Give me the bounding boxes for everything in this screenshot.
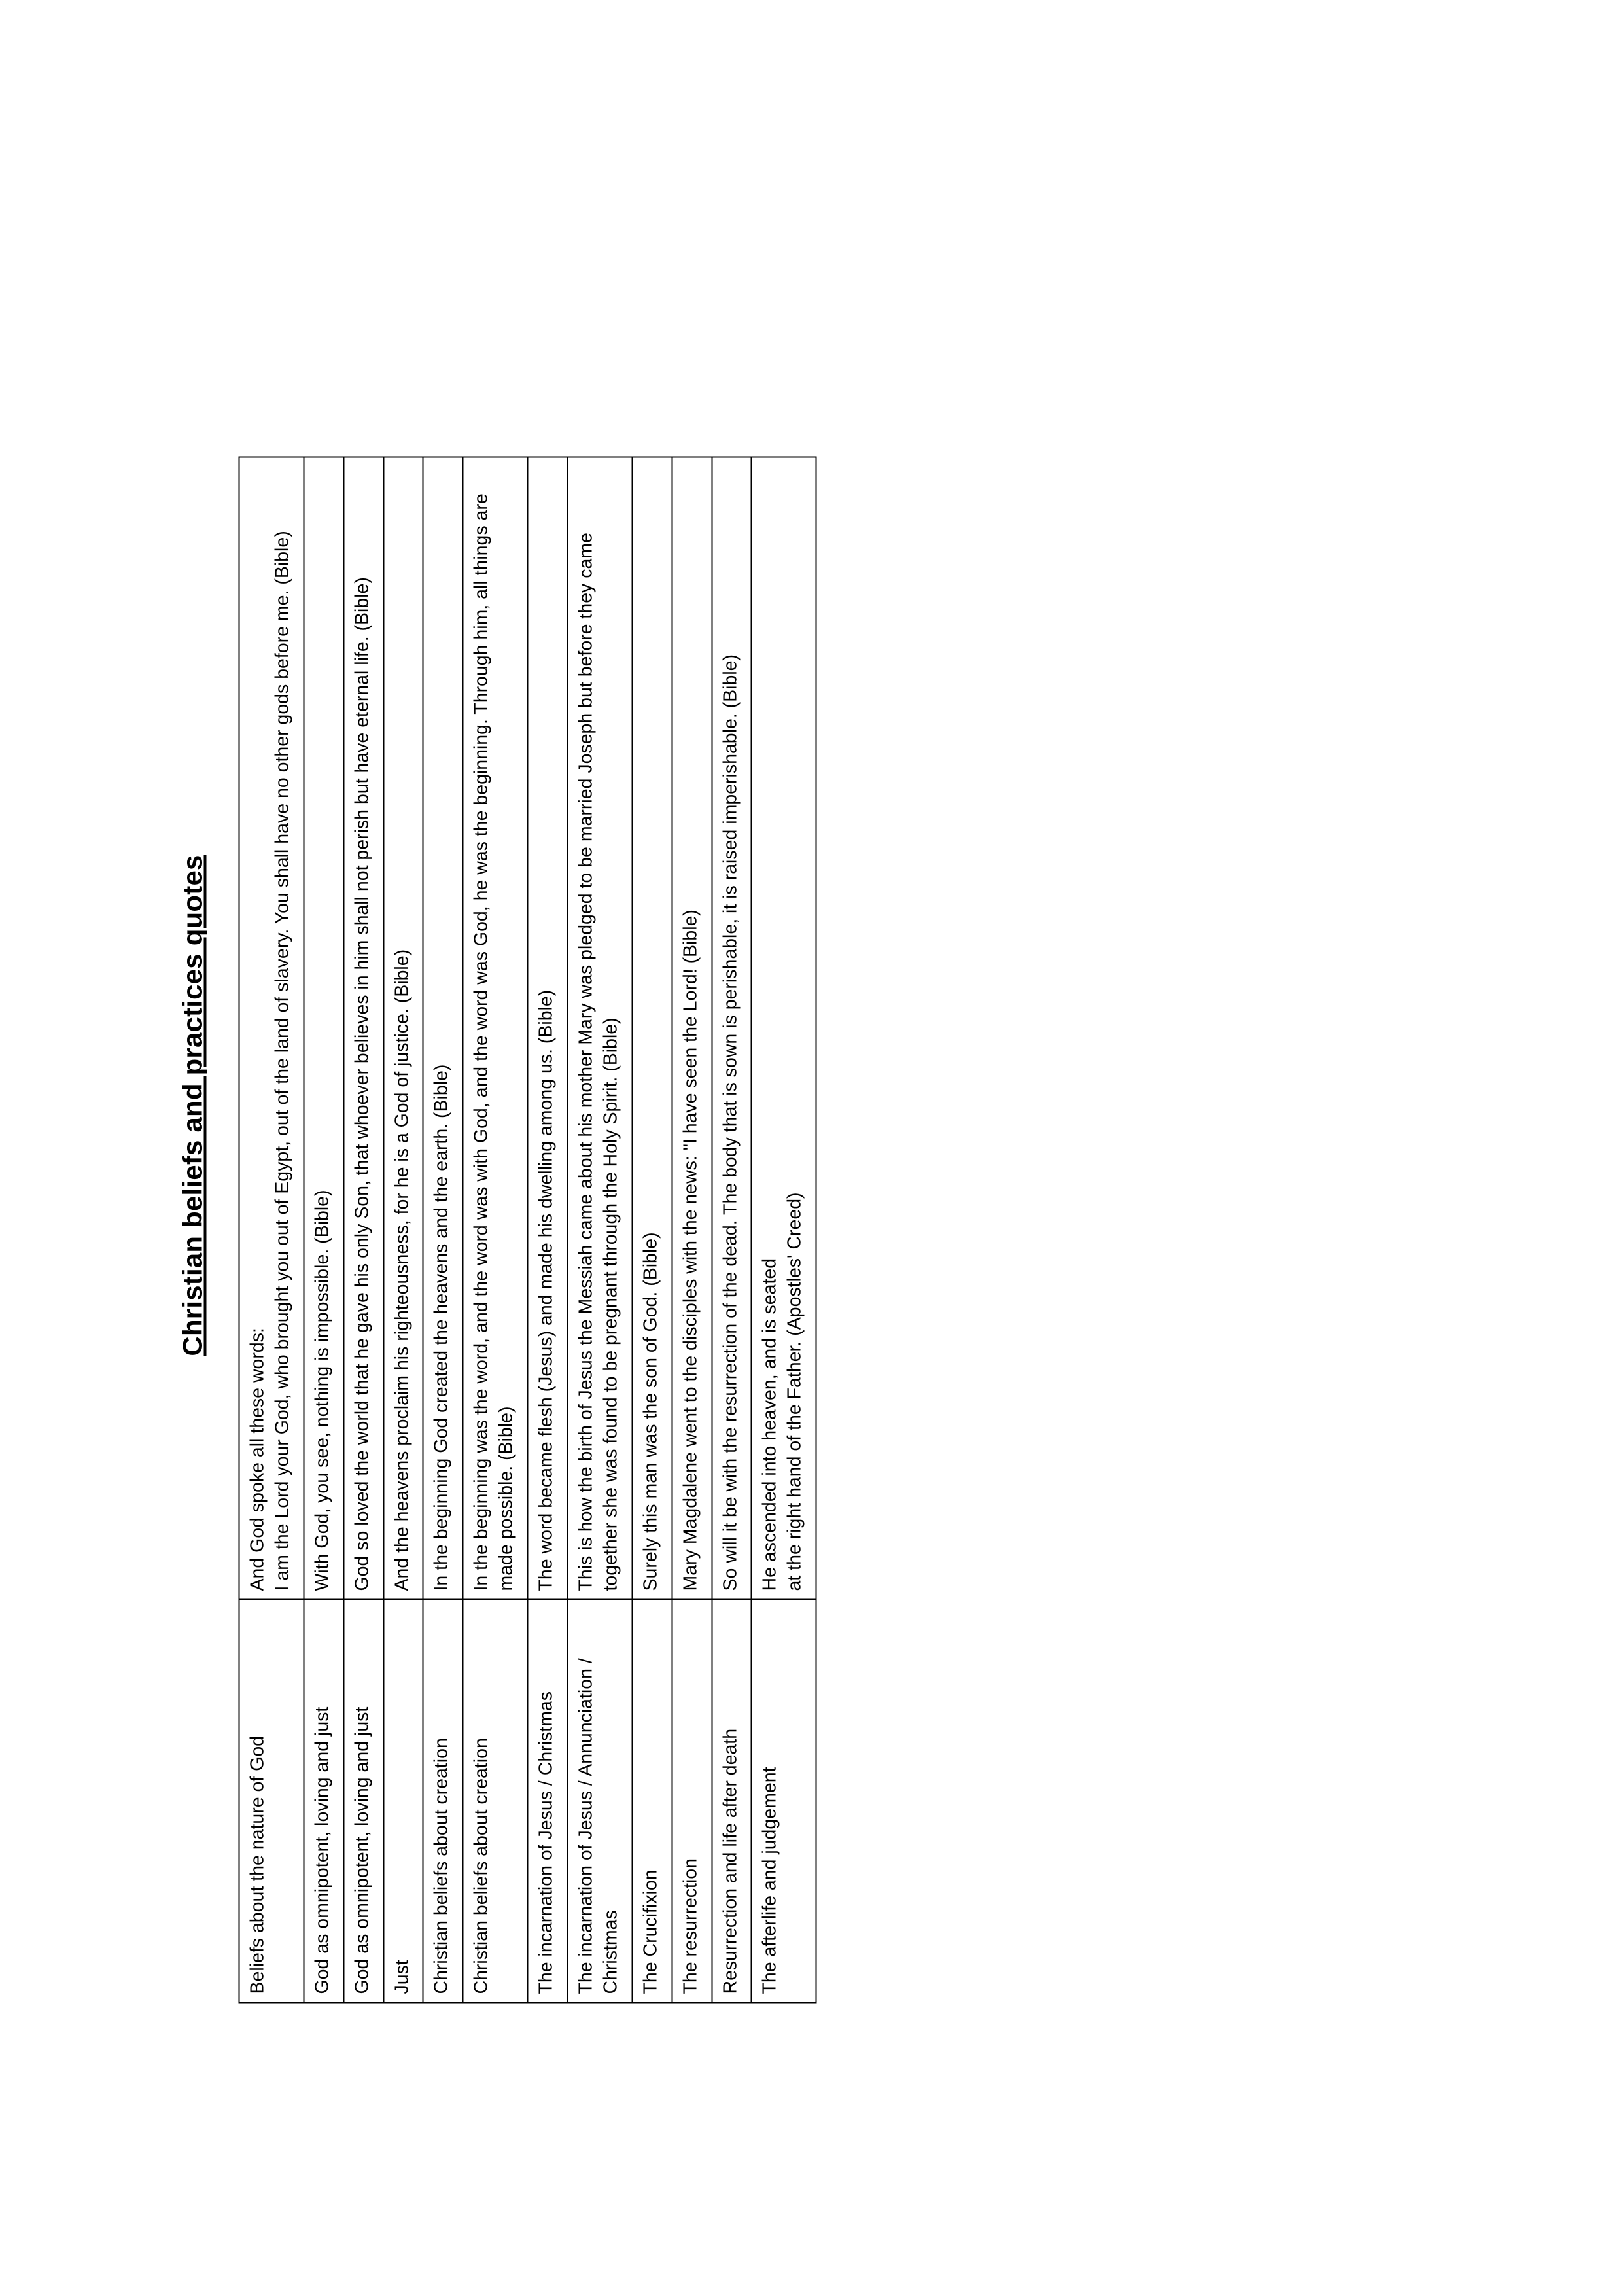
text-line: With God, you see, nothing is impossible. (Bible)	[311, 1189, 332, 1591]
quote-cell	[462, 457, 527, 1599]
text-line: The incarnation of Jesus / Annunciation / Christmas	[575, 1657, 621, 1994]
text-line: The word became flesh (Jesus) and made his dwelling among us. (Bible)	[535, 989, 557, 1591]
document-page	[177, 202, 816, 2100]
text-line: Christian beliefs about creation	[470, 1737, 492, 1994]
text-line: So will it be with the resurrection of the dead. The body that is sown is perishable, it is raised imperishable. (Bible)	[719, 654, 741, 1591]
quote-cell	[527, 457, 567, 1599]
table-row	[239, 457, 304, 2002]
table-row	[304, 457, 343, 2002]
text-line: at the right hand of the Father. (Apostles' Creed)	[784, 1192, 805, 1591]
text-line: I am the Lord your God, who brought you out of Egypt, out of the land of slavery. You shall have no other gods before me. (Bible)	[271, 530, 292, 1591]
text-line: In the beginning God created the heavens and the earth. (Bible)	[430, 1064, 452, 1591]
quote-cell	[712, 457, 752, 1599]
topic-cell	[751, 1599, 816, 2002]
text-line: Mary Magdalene went to the disciples with the news: "I have seen the Lord! (Bible)	[679, 909, 701, 1591]
text-line: In the beginning was the word, and the word was with God, and the word was God, he was the beginning. Through him, all things are made possible. (Bible)	[470, 493, 517, 1591]
text-line: The afterlife and judgement	[759, 1767, 780, 1994]
topic-cell	[632, 1599, 672, 2002]
topic-cell	[343, 1599, 383, 2002]
topic-cell	[527, 1599, 567, 2002]
quote-cell	[423, 457, 462, 1599]
table-row	[462, 457, 527, 2002]
quote-cell	[383, 457, 423, 1599]
table-row	[751, 457, 816, 2002]
table-row	[383, 457, 423, 2002]
text-line: And the heavens proclaim his righteousness, for he is a God of justice. (Bible)	[391, 949, 412, 1591]
table-row	[527, 457, 567, 2002]
text-line: This is how the birth of Jesus the Messiah came about his mother Mary was pledged to be married Joseph but before they came together she was found to be pregnant through the Holy Spirit. (Bible)	[575, 532, 621, 1591]
page-title	[177, 202, 208, 2100]
text-line: And God spoke all these words:	[247, 1327, 268, 1591]
text-line: Surely this man was the son of God. (Bible)	[639, 1231, 661, 1591]
text-line: Resurrection and life after death	[719, 1728, 741, 1994]
topic-cell	[239, 1599, 304, 2002]
table-row	[712, 457, 752, 2002]
text-line: He ascended into heaven, and is seated	[759, 1258, 780, 1591]
text-line: Christian beliefs about creation	[430, 1737, 452, 1994]
quote-cell	[632, 457, 672, 1599]
text-line: Beliefs about the nature of God	[247, 1735, 268, 1994]
table-row	[632, 457, 672, 2002]
text-line: Just	[391, 1959, 412, 1994]
quote-cell	[304, 457, 343, 1599]
table-row	[672, 457, 712, 2002]
table-row	[567, 457, 632, 2002]
text-line: God so loved the world that he gave his only Son, that whoever believes in him shall not perish but have eternal life. (Bible)	[351, 576, 372, 1591]
topic-cell	[304, 1599, 343, 2002]
quote-cell	[751, 457, 816, 1599]
quote-cell	[239, 457, 304, 1599]
topic-cell	[383, 1599, 423, 2002]
quotes-table	[238, 456, 816, 2003]
topic-cell	[712, 1599, 752, 2002]
topic-cell	[672, 1599, 712, 2002]
text-line: The incarnation of Jesus / Christmas	[535, 1691, 557, 1994]
topic-cell	[567, 1599, 632, 2002]
quote-cell	[343, 457, 383, 1599]
topic-cell	[423, 1599, 462, 2002]
quote-cell	[567, 457, 632, 1599]
text-line: Christian beliefs and practices quotes	[177, 854, 207, 1356]
table-row	[423, 457, 462, 2002]
text-line: The resurrection	[679, 1858, 701, 1994]
quote-cell	[672, 457, 712, 1599]
table-row	[343, 457, 383, 2002]
text-line: God as omnipotent, loving and just	[351, 1706, 372, 1994]
text-line: The Crucifixion	[639, 1869, 661, 1994]
topic-cell	[462, 1599, 527, 2002]
text-line: God as omnipotent, loving and just	[311, 1706, 332, 1994]
